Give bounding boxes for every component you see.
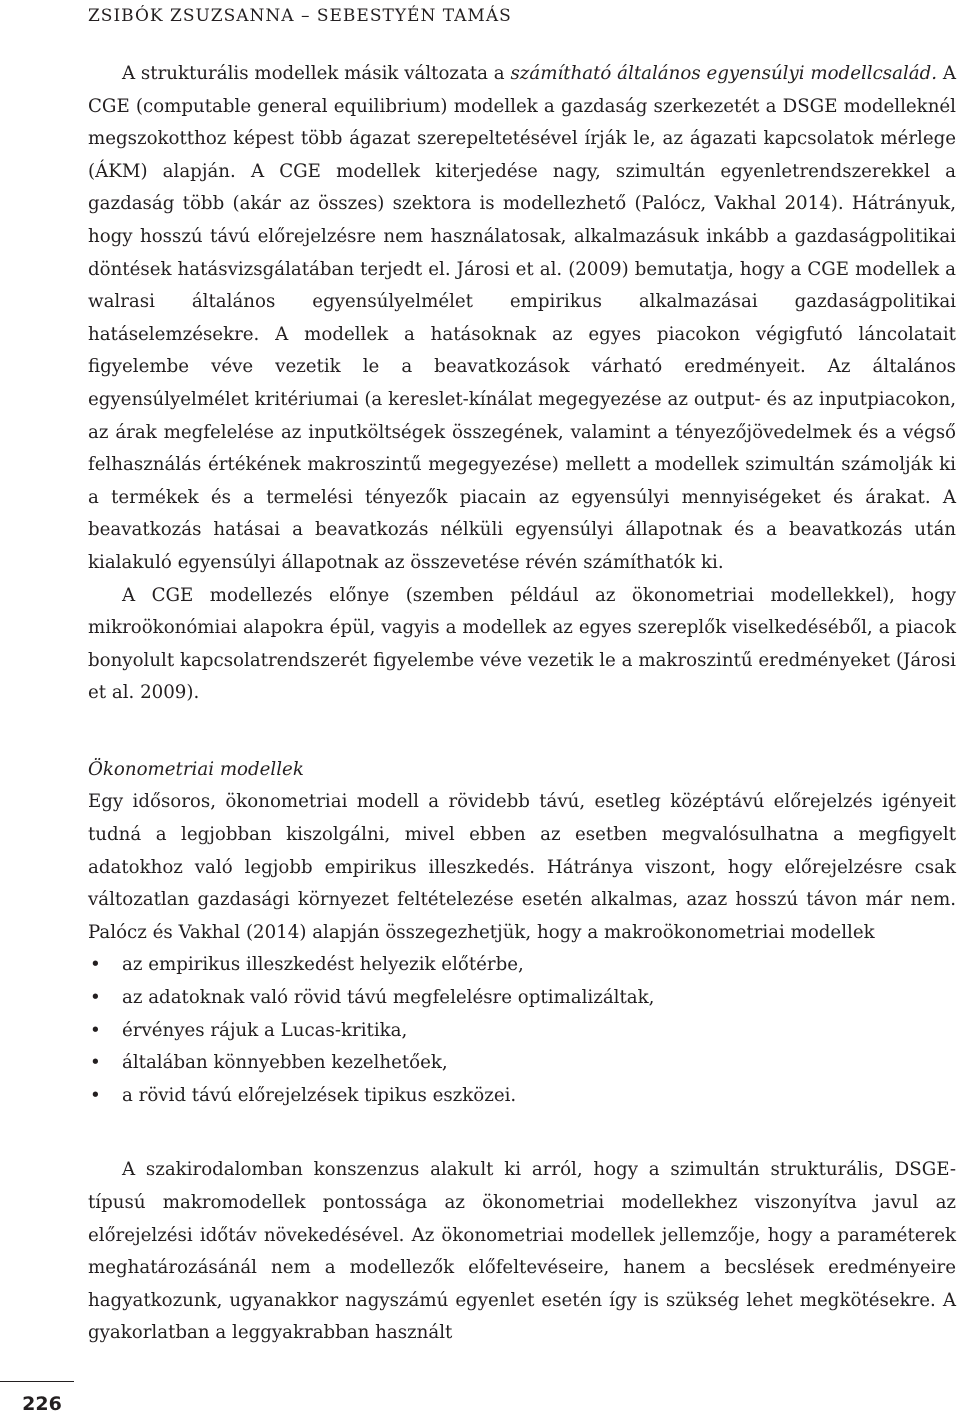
bullet-icon: • bbox=[90, 1052, 101, 1074]
paragraph-cge bbox=[88, 58, 956, 580]
bullet-icon: • bbox=[90, 987, 101, 1009]
list-item-text: az adatoknak való rövid távú megfelelésre optimalizáltak, bbox=[122, 987, 655, 1009]
list-item-text: a rövid távú előrejelzések tipikus eszközei. bbox=[122, 1084, 517, 1106]
section-title: Ökonometriai modellek bbox=[88, 758, 304, 780]
paragraph-cge-advantage: A CGE modellezés előnye (szemben például az ökonometriai modellekkel), hogy mikroökonómiai alapokra épül, vagyis a modellek az egyes szereplők viselkedéséből, a piacok bonyolult kapcsolatrendszerét figyelembe véve vezetik le a makroszintű eredményeket (Járosi et al. 2009). bbox=[88, 584, 956, 704]
list-item-text: az empirikus illeszkedést helyezik előtérbe, bbox=[122, 954, 524, 976]
page-number: 226 bbox=[22, 1393, 62, 1415]
bullet-icon: • bbox=[90, 1019, 101, 1041]
list-item-text: általában könnyebben kezelhetőek, bbox=[122, 1052, 448, 1074]
list-item bbox=[88, 1080, 956, 1113]
list-item bbox=[88, 1015, 956, 1048]
paragraph-text: A strukturális modellek másik változata a bbox=[122, 63, 511, 84]
paragraph-text: A CGE (computable general equilibrium) modellek a gazdaság szerkezetét a DSGE modelleknél megszokotthoz képest több ágazat szerepeltetésével írják le, az ágazati kapcsolatok mérlege (ÁKM) alapján. A CGE modellek kiterjedése nagy, szimultán egyenletrendszerekkel a gazdaság több (akár az összes) szektora is modellezhető (Palócz, Vakhal 2014). Hátrányuk, hogy hosszú távú előrejelzésre nem használatosak, alkalmazásuk inkább a gazdaságpolitikai döntések hatásvizsgálatában terjedt el. Járosi et al. (2009) bemutatja, hogy a CGE modellek a walrasi általános egyensúlyelmélet empirikus alkalmazásai gazdaságpolitikai hatáselemzésekre. A modellek a hatásoknak az egyes piacokon végigfutó láncolatait figyelembe véve vezetik le a beavatkozások várható eredményeit. Az általános egyensúlyelmélet kritériumai (a kereslet-kínálat megegyezése az output- és az inputpiacokon, az árak megfelelése az inputköltségek összegének, valamint a tényezőjövedelmek és a végső felhasználás értékének makroszintű megegyezése) mellett a modellek szimultán számolják ki a termékek és a termelési tényezők piacain az egyensúlyi mennyiségeket és árakat. A beavatkozás hatásai a beavatkozás nélküli egyensúlyi állapotnak és a beavatkozás után kialakuló egyensúlyi állapotnak az összevetése révén számíthatók ki. bbox=[88, 63, 956, 573]
bullet-icon: • bbox=[90, 954, 101, 976]
page-number-rule bbox=[0, 1381, 74, 1382]
paragraph-consensus: A szakirodalomban konszenzus alakult ki arról, hogy a szimultán strukturális, DSGE-típusú makromodellek pontossága az ökonometriai modellekhez viszonyítva javul az előrejelzési időtáv növekedésével. Az ökonometriai modellek jellemzője, hogy a paraméterek meghatározásánál nem a modellezők előfeltevéseire, hanem a becslések eredményeire hagyatkozunk, ugyanakkor nagyszámú egyenlet esetén így is szükség lehet megkötésekre. A gyakorlatban a leggyakrabban használt bbox=[88, 1159, 956, 1344]
list-item bbox=[88, 982, 956, 1015]
list-item bbox=[88, 949, 956, 982]
main-content bbox=[88, 58, 956, 1350]
list-item-text: érvényes rájuk a Lucas-kritika, bbox=[122, 1019, 408, 1041]
emphasis-term: számítható általános egyensúlyi modellcsalád. bbox=[510, 63, 938, 84]
section-intro: Egy idősoros, ökonometriai modell a rövidebb távú, esetleg középtávú előrejelzés igényeit tudná a legjobban kiszolgálni, mivel ebben az esetben megvalósulhatna a megfigyelt adatokhoz való legjobb empirikus illeszkedés. Hátránya viszont, hogy előrejelzésre csak változatlan gazdasági környezet feltételezése esetén alkalmas, azaz hosszú távon már nem. Palócz és Vakhal (2014) alapján összegezhetjük, hogy a makroökonometriai modellek bbox=[88, 791, 956, 943]
list-item bbox=[88, 1047, 956, 1080]
bullet-list bbox=[88, 949, 956, 1112]
bullet-icon: • bbox=[90, 1084, 101, 1106]
running-header: ZSIBÓK ZSUZSANNA – SEBESTYÉN TAMÁS bbox=[88, 6, 512, 26]
